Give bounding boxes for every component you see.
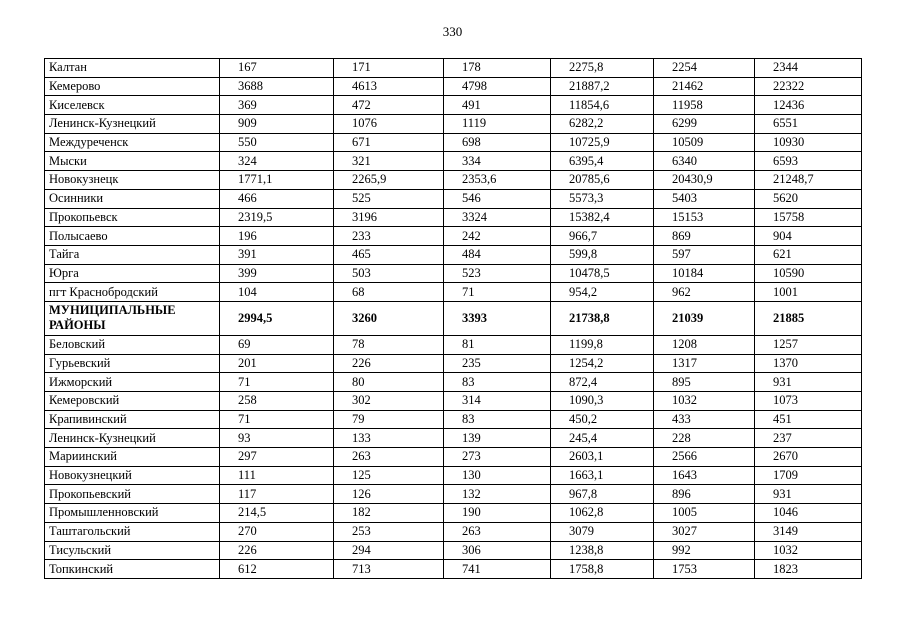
value-cell: 79 xyxy=(334,410,444,429)
value-cell: 503 xyxy=(334,264,444,283)
value-cell: 15382,4 xyxy=(551,208,654,227)
value-cell: 2254 xyxy=(654,59,755,78)
value-cell: 20430,9 xyxy=(654,171,755,190)
value-cell: 713 xyxy=(334,560,444,579)
value-cell: 15153 xyxy=(654,208,755,227)
value-cell: 399 xyxy=(220,264,334,283)
value-cell: 3196 xyxy=(334,208,444,227)
value-cell: 869 xyxy=(654,227,755,246)
value-cell: 117 xyxy=(220,485,334,504)
table-row xyxy=(45,373,862,392)
value-cell: 2994,5 xyxy=(220,301,334,335)
value-cell: 71 xyxy=(220,410,334,429)
value-cell: 178 xyxy=(444,59,551,78)
table-row xyxy=(45,227,862,246)
row-name-cell: Киселевск xyxy=(45,96,220,115)
value-cell: 546 xyxy=(444,189,551,208)
value-cell: 523 xyxy=(444,264,551,283)
value-cell: 2319,5 xyxy=(220,208,334,227)
table-row xyxy=(45,560,862,579)
value-cell: 550 xyxy=(220,133,334,152)
value-cell: 896 xyxy=(654,485,755,504)
row-name-cell: Кемерово xyxy=(45,77,220,96)
value-cell: 334 xyxy=(444,152,551,171)
value-cell: 1073 xyxy=(755,392,862,411)
value-cell: 324 xyxy=(220,152,334,171)
value-cell: 671 xyxy=(334,133,444,152)
value-cell: 10725,9 xyxy=(551,133,654,152)
value-cell: 22322 xyxy=(755,77,862,96)
value-cell: 306 xyxy=(444,541,551,560)
value-cell: 190 xyxy=(444,504,551,523)
value-cell: 253 xyxy=(334,522,444,541)
table-row xyxy=(45,392,862,411)
row-name-cell: Мариинский xyxy=(45,448,220,467)
value-cell: 741 xyxy=(444,560,551,579)
table-row xyxy=(45,485,862,504)
value-cell: 2344 xyxy=(755,59,862,78)
value-cell: 433 xyxy=(654,410,755,429)
value-cell: 5403 xyxy=(654,189,755,208)
value-cell: 3027 xyxy=(654,522,755,541)
value-cell: 5573,3 xyxy=(551,189,654,208)
row-name-cell: Осинники xyxy=(45,189,220,208)
value-cell: 1823 xyxy=(755,560,862,579)
value-cell: 196 xyxy=(220,227,334,246)
value-cell: 2265,9 xyxy=(334,171,444,190)
value-cell: 992 xyxy=(654,541,755,560)
table-row xyxy=(45,504,862,523)
data-table xyxy=(44,58,862,579)
row-name-cell: Юрга xyxy=(45,264,220,283)
value-cell: 235 xyxy=(444,354,551,373)
value-cell: 6340 xyxy=(654,152,755,171)
value-cell: 369 xyxy=(220,96,334,115)
table-body xyxy=(45,59,862,579)
row-name-cell: Ижморский xyxy=(45,373,220,392)
value-cell: 1046 xyxy=(755,504,862,523)
row-name-cell: Тисульский xyxy=(45,541,220,560)
value-cell: 21738,8 xyxy=(551,301,654,335)
row-name-cell: Полысаево xyxy=(45,227,220,246)
row-name-cell: Мыски xyxy=(45,152,220,171)
value-cell: 12436 xyxy=(755,96,862,115)
row-name-cell: Междуреченск xyxy=(45,133,220,152)
value-cell: 967,8 xyxy=(551,485,654,504)
value-cell: 6299 xyxy=(654,115,755,134)
value-cell: 21462 xyxy=(654,77,755,96)
value-cell: 201 xyxy=(220,354,334,373)
value-cell: 297 xyxy=(220,448,334,467)
table-row xyxy=(45,245,862,264)
value-cell: 1238,8 xyxy=(551,541,654,560)
row-name-cell: Прокопьевск xyxy=(45,208,220,227)
value-cell: 1771,1 xyxy=(220,171,334,190)
value-cell: 597 xyxy=(654,245,755,264)
value-cell: 294 xyxy=(334,541,444,560)
table-row xyxy=(45,466,862,485)
value-cell: 273 xyxy=(444,448,551,467)
value-cell: 1709 xyxy=(755,466,862,485)
value-cell: 125 xyxy=(334,466,444,485)
table-row xyxy=(45,96,862,115)
value-cell: 237 xyxy=(755,429,862,448)
table-row xyxy=(45,354,862,373)
value-cell: 1119 xyxy=(444,115,551,134)
value-cell: 2275,8 xyxy=(551,59,654,78)
value-cell: 81 xyxy=(444,335,551,354)
value-cell: 1001 xyxy=(755,283,862,302)
row-name-cell: МУНИЦИПАЛЬНЫЕ РАЙОНЫ xyxy=(45,301,220,335)
table-row xyxy=(45,429,862,448)
value-cell: 15758 xyxy=(755,208,862,227)
value-cell: 263 xyxy=(444,522,551,541)
value-cell: 167 xyxy=(220,59,334,78)
value-cell: 465 xyxy=(334,245,444,264)
value-cell: 10184 xyxy=(654,264,755,283)
value-cell: 6395,4 xyxy=(551,152,654,171)
value-cell: 21248,7 xyxy=(755,171,862,190)
value-cell: 2603,1 xyxy=(551,448,654,467)
value-cell: 71 xyxy=(220,373,334,392)
value-cell: 104 xyxy=(220,283,334,302)
value-cell: 111 xyxy=(220,466,334,485)
value-cell: 270 xyxy=(220,522,334,541)
value-cell: 1032 xyxy=(755,541,862,560)
value-cell: 1199,8 xyxy=(551,335,654,354)
value-cell: 931 xyxy=(755,373,862,392)
value-cell: 68 xyxy=(334,283,444,302)
value-cell: 83 xyxy=(444,410,551,429)
value-cell: 3149 xyxy=(755,522,862,541)
value-cell: 472 xyxy=(334,96,444,115)
value-cell: 466 xyxy=(220,189,334,208)
value-cell: 621 xyxy=(755,245,862,264)
value-cell: 130 xyxy=(444,466,551,485)
table-row xyxy=(45,133,862,152)
value-cell: 5620 xyxy=(755,189,862,208)
value-cell: 1090,3 xyxy=(551,392,654,411)
row-name-cell: Крапивинский xyxy=(45,410,220,429)
value-cell: 1076 xyxy=(334,115,444,134)
value-cell: 20785,6 xyxy=(551,171,654,190)
row-name-cell: Гурьевский xyxy=(45,354,220,373)
row-name-cell: Таштагольский xyxy=(45,522,220,541)
value-cell: 171 xyxy=(334,59,444,78)
value-cell: 133 xyxy=(334,429,444,448)
value-cell: 966,7 xyxy=(551,227,654,246)
table-row xyxy=(45,171,862,190)
value-cell: 226 xyxy=(220,541,334,560)
value-cell: 1254,2 xyxy=(551,354,654,373)
value-cell: 21885 xyxy=(755,301,862,335)
value-cell: 302 xyxy=(334,392,444,411)
page-number: 330 xyxy=(442,24,463,39)
value-cell: 2353,6 xyxy=(444,171,551,190)
value-cell: 69 xyxy=(220,335,334,354)
value-cell: 4613 xyxy=(334,77,444,96)
table-row xyxy=(45,283,862,302)
value-cell: 245,4 xyxy=(551,429,654,448)
value-cell: 1257 xyxy=(755,335,862,354)
value-cell: 3079 xyxy=(551,522,654,541)
value-cell: 258 xyxy=(220,392,334,411)
value-cell: 6551 xyxy=(755,115,862,134)
value-cell: 182 xyxy=(334,504,444,523)
table-row xyxy=(45,59,862,78)
table-row xyxy=(45,301,862,335)
value-cell: 6282,2 xyxy=(551,115,654,134)
value-cell: 3324 xyxy=(444,208,551,227)
value-cell: 1753 xyxy=(654,560,755,579)
value-cell: 1663,1 xyxy=(551,466,654,485)
value-cell: 612 xyxy=(220,560,334,579)
table-row xyxy=(45,77,862,96)
value-cell: 226 xyxy=(334,354,444,373)
row-name-cell: пгт Краснобродский xyxy=(45,283,220,302)
value-cell: 10478,5 xyxy=(551,264,654,283)
value-cell: 895 xyxy=(654,373,755,392)
value-cell: 1758,8 xyxy=(551,560,654,579)
value-cell: 132 xyxy=(444,485,551,504)
value-cell: 872,4 xyxy=(551,373,654,392)
value-cell: 931 xyxy=(755,485,862,504)
value-cell: 21039 xyxy=(654,301,755,335)
value-cell: 450,2 xyxy=(551,410,654,429)
row-name-cell: Прокопьевский xyxy=(45,485,220,504)
value-cell: 242 xyxy=(444,227,551,246)
value-cell: 6593 xyxy=(755,152,862,171)
value-cell: 491 xyxy=(444,96,551,115)
value-cell: 525 xyxy=(334,189,444,208)
value-cell: 321 xyxy=(334,152,444,171)
value-cell: 391 xyxy=(220,245,334,264)
table-row xyxy=(45,410,862,429)
value-cell: 4798 xyxy=(444,77,551,96)
table-row xyxy=(45,152,862,171)
value-cell: 1062,8 xyxy=(551,504,654,523)
value-cell: 2670 xyxy=(755,448,862,467)
value-cell: 909 xyxy=(220,115,334,134)
value-cell: 83 xyxy=(444,373,551,392)
value-cell: 11958 xyxy=(654,96,755,115)
value-cell: 1317 xyxy=(654,354,755,373)
row-name-cell: Беловский xyxy=(45,335,220,354)
value-cell: 2566 xyxy=(654,448,755,467)
row-name-cell: Промышленновский xyxy=(45,504,220,523)
value-cell: 314 xyxy=(444,392,551,411)
value-cell: 1208 xyxy=(654,335,755,354)
value-cell: 71 xyxy=(444,283,551,302)
value-cell: 904 xyxy=(755,227,862,246)
row-name-cell: Ленинск-Кузнецкий xyxy=(45,115,220,134)
value-cell: 93 xyxy=(220,429,334,448)
value-cell: 233 xyxy=(334,227,444,246)
value-cell: 1005 xyxy=(654,504,755,523)
value-cell: 451 xyxy=(755,410,862,429)
table-row xyxy=(45,448,862,467)
table-row xyxy=(45,264,862,283)
value-cell: 78 xyxy=(334,335,444,354)
row-name-cell: Ленинск-Кузнецкий xyxy=(45,429,220,448)
row-name-cell: Новокузнецкий xyxy=(45,466,220,485)
value-cell: 962 xyxy=(654,283,755,302)
table-row xyxy=(45,522,862,541)
row-name-cell: Калтан xyxy=(45,59,220,78)
value-cell: 80 xyxy=(334,373,444,392)
value-cell: 214,5 xyxy=(220,504,334,523)
value-cell: 11854,6 xyxy=(551,96,654,115)
table-row xyxy=(45,208,862,227)
row-name-cell: Новокузнецк xyxy=(45,171,220,190)
row-name-cell: Кемеровский xyxy=(45,392,220,411)
value-cell: 263 xyxy=(334,448,444,467)
value-cell: 3688 xyxy=(220,77,334,96)
value-cell: 139 xyxy=(444,429,551,448)
value-cell: 954,2 xyxy=(551,283,654,302)
value-cell: 698 xyxy=(444,133,551,152)
value-cell: 10509 xyxy=(654,133,755,152)
value-cell: 10590 xyxy=(755,264,862,283)
table-row xyxy=(45,541,862,560)
value-cell: 1032 xyxy=(654,392,755,411)
value-cell: 484 xyxy=(444,245,551,264)
value-cell: 21887,2 xyxy=(551,77,654,96)
value-cell: 3393 xyxy=(444,301,551,335)
table-row xyxy=(45,335,862,354)
value-cell: 228 xyxy=(654,429,755,448)
value-cell: 126 xyxy=(334,485,444,504)
value-cell: 3260 xyxy=(334,301,444,335)
value-cell: 599,8 xyxy=(551,245,654,264)
table-row xyxy=(45,189,862,208)
value-cell: 10930 xyxy=(755,133,862,152)
value-cell: 1643 xyxy=(654,466,755,485)
table-row xyxy=(45,115,862,134)
row-name-cell: Топкинский xyxy=(45,560,220,579)
value-cell: 1370 xyxy=(755,354,862,373)
row-name-cell: Тайга xyxy=(45,245,220,264)
